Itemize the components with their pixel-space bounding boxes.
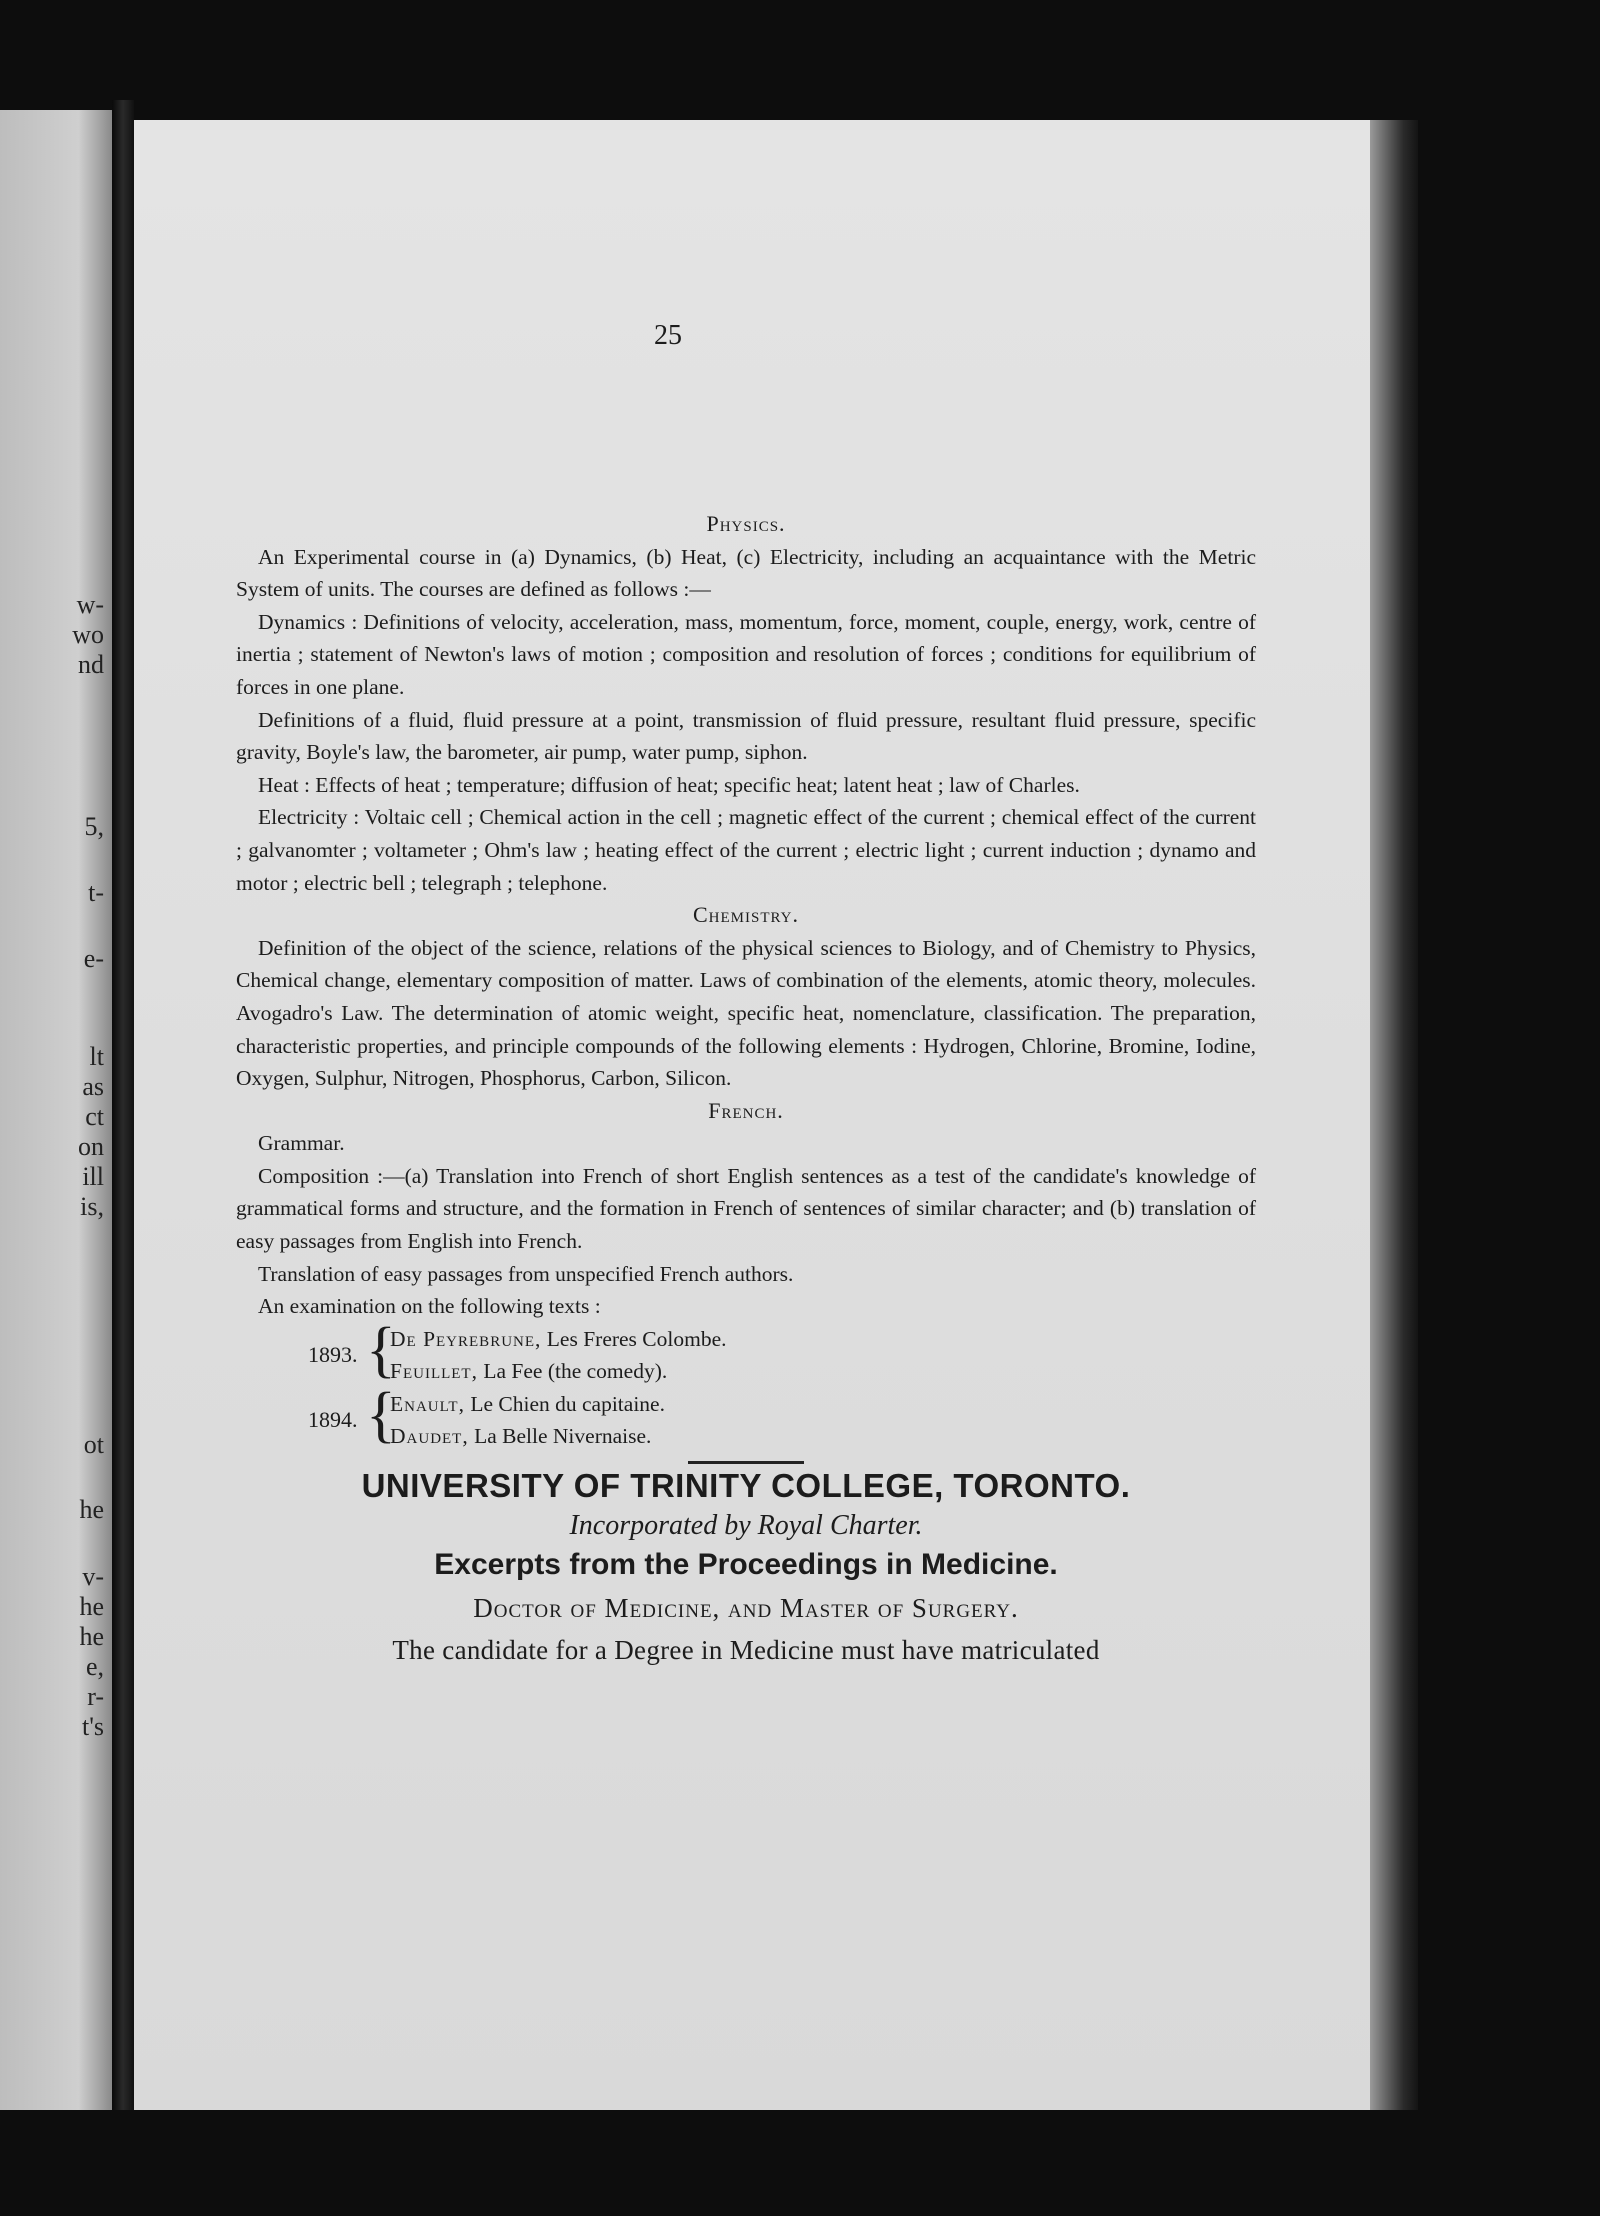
french-grammar: Grammar. — [258, 1131, 345, 1156]
text-title: La Belle Nivernaise. — [474, 1423, 652, 1448]
left-page-fragment: e, — [85, 1652, 104, 1681]
chemistry-heading: Chemistry. — [692, 902, 800, 928]
left-page-fragment: w- — [76, 590, 104, 619]
candidate-line: The candidate for a Degree in Medicine must have matriculated — [392, 1635, 1100, 1666]
physics-intro: An Experimental course in (a) Dynamics, (b) Heat, (c) Electricity, including an acquaintance with the Metric System of units. The courses are defined as follows :— — [236, 544, 1256, 602]
texts-1894 — [308, 1380, 1256, 1453]
left-page-edge — [0, 110, 112, 2110]
left-page-fragment: e- — [83, 944, 104, 973]
left-page-fragment: ot — [83, 1430, 104, 1459]
french-translation: Translation of easy passages from unspecified French authors. — [258, 1261, 794, 1286]
brace-icon: { — [366, 1380, 396, 1449]
texts-1893 — [308, 1315, 1256, 1388]
section-rule — [688, 1461, 804, 1464]
texts-year: 1894. — [308, 1406, 358, 1432]
left-page-fragment: ct — [85, 1102, 104, 1131]
left-page-fragment: ill — [82, 1162, 104, 1191]
left-page-fragment: t's — [81, 1712, 104, 1741]
french-heading: French. — [708, 1097, 784, 1123]
text-entry — [390, 1388, 665, 1421]
text-title: Le Chien du capitaine. — [470, 1391, 665, 1416]
french-composition: Composition :—(a) Translation into French of short English sentences as a test of the candidate's knowledge of grammatical forms and structure, and the formation in French of sentences of similar character; and (b) translation of easy passages from English into French. — [236, 1163, 1256, 1254]
left-page-fragment: nd — [78, 650, 104, 679]
university-title: UNIVERSITY OF TRINITY COLLEGE, TORONTO. — [361, 1466, 1131, 1504]
french-examination: An examination on the following texts : — [258, 1294, 601, 1319]
degrees-heading: Doctor of Medicine, and Master of Surgery. — [473, 1592, 1019, 1623]
brace-icon: { — [366, 1315, 396, 1384]
chemistry-body: Definition of the object of the science, relations of the physical sciences to Biology, and of Chemistry to Physics, Chemical change, elementary composition of matter. Laws of combination of the elements, atomic theory, molecules. Avogadro's Law. The determination of atomic weight, specific heat, nomenclature, classification. The preparation, characteristic properties, and principle compounds of the following elements : Hydrogen, Chlorine, Bromine, Iodine, Oxygen, Sulphur, Nitrogen, Phosphorus, Carbon, Silicon. — [236, 935, 1256, 1091]
book-gutter — [112, 100, 134, 2110]
text-entry — [390, 1355, 667, 1388]
page-body — [236, 320, 1256, 1667]
incorporated-line: Incorporated by Royal Charter. — [569, 1510, 923, 1542]
text-title: Les Freres Colombe. — [546, 1326, 727, 1351]
left-page-fragment: lt — [89, 1042, 104, 1071]
left-page-fragment: wo — [72, 620, 104, 649]
text-author: Daudet, — [390, 1423, 469, 1448]
left-page-fragment: is, — [80, 1192, 104, 1221]
texts-year: 1893. — [308, 1341, 358, 1367]
left-page-fragment: he — [79, 1622, 104, 1651]
page-number: 25 — [654, 320, 682, 351]
text-entry — [390, 1323, 727, 1356]
physics-dynamics: Dynamics : Definitions of velocity, acceleration, mass, momentum, force, moment, couple, energy, work, centre of inertia ; statement of Newton's laws of motion ; composition and resolution of forces ; conditions for equilibrium of forces in one plane. — [236, 609, 1256, 699]
physics-heat: Heat : Effects of heat ; temperature; diffusion of heat; specific heat; latent heat ; law of Charles. — [258, 772, 1080, 797]
left-page-fragment: r- — [87, 1682, 104, 1711]
left-page-fragment: as — [82, 1072, 104, 1101]
left-page-fragment: 5, — [84, 812, 104, 841]
text-author: Feuillet, — [390, 1358, 478, 1383]
left-page-fragment: he — [79, 1495, 104, 1524]
page — [134, 120, 1370, 2110]
left-page-fragment: v- — [82, 1562, 104, 1591]
left-page-fragment: on — [78, 1132, 104, 1161]
page-right-edge — [1370, 120, 1418, 2110]
text-author: Enault, — [390, 1391, 465, 1416]
left-page-fragment: t- — [88, 878, 104, 907]
text-author: De Peyrebrune, — [390, 1326, 542, 1351]
physics-electricity: Electricity : Voltaic cell ; Chemical action in the cell ; magnetic effect of the current ; chemical effect of the current ; galvanomter ; voltameter ; Ohm's law ; heating effect of the current ; electric light ; current induction ; dynamo and motor ; electric bell ; telegraph ; telephone. — [236, 805, 1256, 895]
text-title: La Fee (the comedy). — [483, 1358, 668, 1383]
left-page-fragment: he — [79, 1592, 104, 1621]
text-entry — [390, 1420, 651, 1453]
excerpts-heading: Excerpts from the Proceedings in Medicine. — [434, 1548, 1058, 1582]
physics-heading: Physics. — [706, 511, 786, 536]
physics-fluids: Definitions of a fluid, fluid pressure at a point, transmission of fluid pressure, resultant fluid pressure, specific gravity, Boyle's law, the barometer, air pump, water pump, siphon. — [236, 707, 1256, 765]
